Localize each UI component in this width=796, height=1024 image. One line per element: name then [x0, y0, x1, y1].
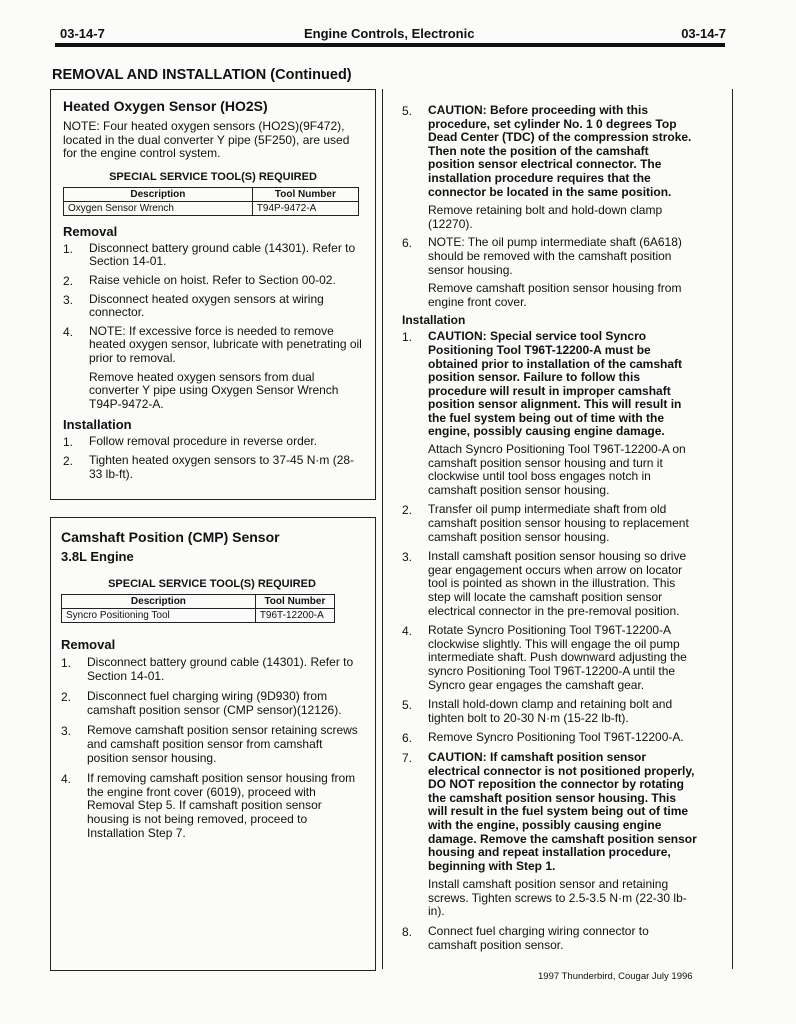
- step-number: 1.: [402, 330, 413, 345]
- list-item: [63, 435, 363, 449]
- section-title: REMOVAL AND INSTALLATION (Continued): [52, 67, 352, 83]
- tool-description: Syncro Positioning Tool: [62, 609, 256, 623]
- list-item: [402, 925, 698, 952]
- step-text: Connect fuel charging wiring connector to camshaft position sensor.: [428, 924, 649, 952]
- right-column-rule: [382, 89, 383, 969]
- step-number: 4.: [63, 324, 74, 339]
- caution-text: CAUTION: If camshaft position sensor electrical connector is not positioned properly, DO NOT reposition the connector by rotating the camshaft position sensor housing. This will result in the fuel system being out of time with the engine, possibly causing engine damage. Remove the camshaft position sensor housing and repeat installation procedure, beginning with Step 1.: [428, 749, 697, 873]
- step-number: 3.: [61, 724, 72, 739]
- step-note: NOTE: If excessive force is needed to remove heated oxygen sensor, lubricate with penetrating oil prior to removal.: [89, 323, 362, 365]
- chapter-title: Engine Controls, Electronic: [304, 26, 475, 41]
- step-number: 4.: [402, 624, 413, 639]
- step-text: Disconnect battery ground cable (14301). Refer to Section 14-01.: [89, 240, 356, 269]
- table-row: [64, 201, 359, 215]
- cmp-tools-table: [61, 594, 335, 623]
- tools-header-number: Tool Number: [252, 187, 358, 201]
- step-text: Tighten heated oxygen sensors to 37-45 N·m (28-33 lb-ft).: [89, 452, 355, 481]
- ho2s-note: NOTE: Four heated oxygen sensors (HO2S)(9F472), located in the dual converter Y pipe (5F250), are used for the engine control system.: [63, 119, 350, 161]
- list-item: [63, 242, 363, 269]
- list-item: [402, 550, 698, 618]
- step-text: Disconnect heated oxygen sensors at wiring connector.: [89, 291, 324, 320]
- step-number: 3.: [63, 292, 74, 307]
- step-number: 5.: [402, 104, 413, 118]
- right-install-title: Installation: [402, 313, 466, 328]
- step-text: Remove camshaft position sensor housing from engine front cover.: [428, 281, 682, 309]
- list-item: [61, 656, 363, 683]
- step-text: Install hold-down clamp and retaining bolt and tighten bolt to 20-30 N·m (15-22 lb-ft).: [428, 697, 673, 725]
- step-number: 2.: [61, 690, 72, 705]
- step-text: Raise vehicle on hoist. Refer to Section 00-02.: [89, 272, 336, 287]
- step-text: Remove camshaft position sensor retaining screws and camshaft position sensor from camshaft position sensor housing.: [87, 723, 358, 765]
- tools-header-number: Tool Number: [255, 595, 334, 609]
- page-header: [60, 26, 726, 44]
- list-item: [61, 690, 363, 717]
- list-item: [63, 454, 363, 481]
- list-item: [63, 325, 363, 412]
- list-item: [402, 330, 698, 497]
- right-column-rule-outer: [732, 89, 733, 969]
- step-number: 1.: [63, 241, 74, 256]
- step-text: Follow removal procedure in reverse order.: [89, 434, 318, 449]
- step-number: 1.: [61, 656, 72, 670]
- step-text: Install camshaft position sensor and retaining screws. Tighten screws to 2.5-3.5 N·m (22-30 lb-in).: [428, 877, 687, 919]
- ho2s-removal-title: Removal: [63, 223, 118, 239]
- ho2s-tools-title: SPECIAL SERVICE TOOL(S) REQUIRED: [109, 170, 317, 183]
- page-number-left: 03-14-7: [60, 26, 105, 41]
- step-number: 2.: [63, 273, 74, 288]
- step-text: Remove Syncro Positioning Tool T96T-12200-A.: [428, 730, 684, 745]
- tool-number: T94P-9472-A: [252, 201, 358, 215]
- list-item: [402, 698, 698, 725]
- step-number: 2.: [402, 503, 413, 518]
- step-number: 7.: [402, 750, 413, 765]
- step-text: Disconnect battery ground cable (14301). Refer to Section 14-01.: [87, 655, 354, 683]
- step-text: If removing camshaft position sensor housing from the engine front cover (6019), proceed with Removal Step 5. If camshaft position sensor housing is not being removed, proceed to Installation Step 7.: [87, 771, 356, 840]
- step-text: Install camshaft position sensor housing so drive gear engagement occurs when arrow on locator tool is pointed as shown in the illustration. This step will locate the camshaft position sensor electrical connector in the pre-removal position.: [428, 549, 687, 618]
- tool-number: T96T-12200-A: [255, 609, 334, 623]
- list-item: [61, 772, 363, 840]
- caution-text: CAUTION: Special service tool Syncro Positioning Tool T96T-12200-A must be obtained prior to installation of the camshaft position sensor. Failure to follow this procedure will result in improper camshaft position sensor alignment. This will result in the fuel system being out of time with the engine, possibly causing engine damage.: [428, 329, 683, 439]
- step-number: 3.: [402, 550, 413, 565]
- step-text: Attach Syncro Positioning Tool T96T-12200-A on camshaft position sensor housing and turn it clockwise until tool boss engages notch in camshaft position sensor housing.: [428, 442, 686, 497]
- caution-text: CAUTION: Before proceeding with this procedure, set cylinder No. 1 0 degrees Top Dead Center (TDC) of the compression stroke. Then note the position of the camshaft position sensor electrical connector. The installation procedure requires that the connector be located in the same position.: [428, 103, 692, 199]
- step-text: Remove retaining bolt and hold-down clamp (12270).: [428, 203, 663, 231]
- right-column: [402, 104, 698, 952]
- cmp-subtitle: 3.8L Engine: [61, 549, 134, 564]
- cmp-tools-title: SPECIAL SERVICE TOOL(S) REQUIRED: [108, 578, 316, 590]
- cmp-removal-title: Removal: [61, 637, 116, 652]
- ho2s-section: [63, 98, 363, 481]
- step-number: 1.: [63, 435, 74, 450]
- step-number: 4.: [61, 772, 72, 787]
- cmp-section: [61, 529, 363, 840]
- step-text: Disconnect fuel charging wiring (9D930) from camshaft position sensor (CMP sensor)(12126).: [87, 689, 342, 717]
- step-text: Transfer oil pump intermediate shaft from old camshaft position sensor housing to replacement camshaft position sensor housing.: [428, 502, 689, 544]
- table-row: [62, 609, 335, 623]
- list-item: [402, 624, 698, 692]
- ho2s-title: Heated Oxygen Sensor (HO2S): [63, 98, 268, 114]
- step-number: 5.: [402, 698, 413, 713]
- step-number: 6.: [402, 236, 413, 251]
- list-item: [402, 503, 698, 544]
- tools-header-description: Description: [64, 187, 253, 201]
- tools-header-description: Description: [62, 595, 256, 609]
- step-number: 6.: [402, 731, 413, 746]
- step-note: NOTE: The oil pump intermediate shaft (6A618) should be removed with the camshaft position sensor housing.: [428, 235, 682, 277]
- list-item: [402, 731, 698, 745]
- page-footer: 1997 Thunderbird, Cougar July 1996: [538, 971, 693, 982]
- tool-description: Oxygen Sensor Wrench: [64, 201, 253, 215]
- list-item: [402, 236, 698, 309]
- step-number: 8.: [402, 925, 413, 940]
- list-item: [402, 104, 698, 231]
- step-number: 2.: [63, 453, 74, 468]
- step-text: Remove heated oxygen sensors from dual converter Y pipe using Oxygen Sensor Wrench T94P-9472-A.: [89, 369, 339, 411]
- ho2s-install-title: Installation: [63, 417, 132, 433]
- page-number-right: 03-14-7: [681, 26, 726, 41]
- step-text: Rotate Syncro Positioning Tool T96T-12200-A clockwise slightly. This will engage the oil pump intermediate shaft. Push downward adjusting the syncro Positioning Tool T96T-12200-A until the Syncro gear engages the camshaft gear.: [428, 623, 687, 692]
- cmp-title: Camshaft Position (CMP) Sensor: [61, 529, 280, 545]
- list-item: [61, 724, 363, 765]
- list-item: [402, 751, 698, 919]
- list-item: [63, 293, 363, 320]
- ho2s-tools-table: [63, 187, 359, 216]
- list-item: [63, 274, 363, 288]
- header-rule: [55, 43, 725, 47]
